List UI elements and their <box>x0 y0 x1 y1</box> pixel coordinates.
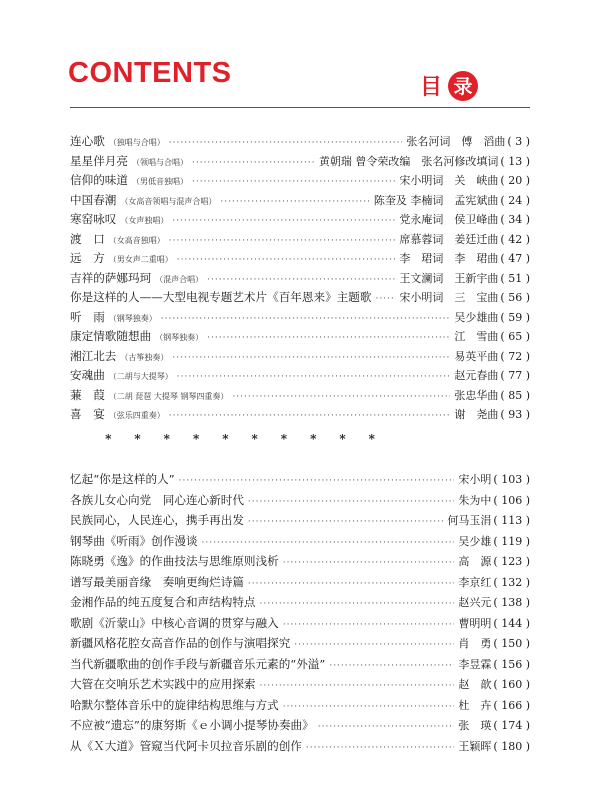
toc-entry[interactable] <box>70 387 530 407</box>
entry-page: ( 72 ) <box>500 349 530 363</box>
leader-dots <box>329 661 454 671</box>
divider-star: * <box>105 431 112 446</box>
entry-note: （古筝独奏） <box>120 352 169 362</box>
entry-page: ( 103 ) <box>493 473 530 486</box>
divider-star: * <box>251 431 258 446</box>
entry-page: ( 93 ) <box>500 408 530 421</box>
entry-title: 哈默尔整体音乐中的旋律结构思维与方式 <box>70 697 279 712</box>
entry-title: 大管在交响乐艺术实践中的应用探索 <box>70 677 256 691</box>
toc-entry[interactable] <box>70 656 530 677</box>
entry-page: ( 144 ) <box>493 616 530 630</box>
entry-title: 歌剧《沂蒙山》中核心音调的贯穿与融入 <box>70 615 279 630</box>
leader-dots <box>172 216 395 226</box>
toc-entry[interactable] <box>70 594 530 615</box>
leader-dots <box>232 392 450 402</box>
entry-title: 喜 宴 <box>70 407 105 421</box>
leader-dots <box>283 702 455 712</box>
toc-entry[interactable] <box>70 615 530 636</box>
entry-page: ( 119 ) <box>493 534 530 548</box>
entry-page: ( 113 ) <box>493 514 530 527</box>
entry-author: 李昱霖 <box>458 657 492 671</box>
entry-author: 张 瑛 <box>458 719 492 732</box>
entry-title: 当代新疆歌曲的创作手段与新疆音乐元素的“外溢” <box>70 656 326 671</box>
entry-author: 赵元春曲 <box>454 369 499 382</box>
toc-entry[interactable] <box>70 211 530 231</box>
entry-title: 陈晓勇《逸》的作曲技法与思维原则浅析 <box>70 554 279 568</box>
entry-page: ( 56 ) <box>500 291 530 304</box>
entry-author: 李 珺词 李 珺曲 <box>399 252 499 265</box>
toc-entry[interactable] <box>70 533 530 554</box>
entry-author: 朱为中 <box>458 493 492 507</box>
toc-entry[interactable] <box>70 406 530 426</box>
entry-note: （二胡与大提琴） <box>108 372 173 381</box>
leader-dots <box>169 236 396 246</box>
toc-section-works <box>70 133 530 452</box>
entry-author: 江 雪曲 <box>454 330 499 343</box>
toc-entry[interactable] <box>70 574 530 595</box>
entry-title: 你是这样的人——大型电视专题艺术片《百年恩来》主题歌 <box>70 290 372 304</box>
toc-entry[interactable] <box>70 717 530 738</box>
entry-author: 李京红 <box>458 575 492 589</box>
entry-title: 蒹 葭 <box>70 387 105 402</box>
entry-page: ( 166 ) <box>493 698 530 712</box>
divider-star: * <box>310 431 317 446</box>
leader-dots <box>283 620 455 630</box>
entry-author: 张名河词 傅 滔曲 <box>406 135 506 148</box>
entry-page: ( 77 ) <box>500 369 530 382</box>
toc-entry[interactable] <box>70 172 530 192</box>
entry-author: 张忠华曲 <box>454 388 499 402</box>
entry-page: ( 85 ) <box>500 388 530 402</box>
toc-entry[interactable] <box>70 697 530 718</box>
leader-dots <box>248 517 444 527</box>
entry-page: ( 65 ) <box>500 330 530 343</box>
entry-page: ( 150 ) <box>493 637 530 650</box>
toc-entry[interactable] <box>70 471 530 492</box>
divider-star: * <box>222 431 229 446</box>
entry-page: ( 3 ) <box>507 135 530 148</box>
leader-dots <box>177 255 396 265</box>
entry-author: 王文澜词 王新宇曲 <box>399 271 499 285</box>
leader-dots <box>207 275 395 285</box>
entry-title: 信仰的味道 <box>70 173 128 187</box>
entry-author: 黄朝瑞 曾令荣改编 张名河修改填词 <box>318 154 499 168</box>
entry-page: ( 160 ) <box>493 678 530 691</box>
header-divider <box>70 107 530 108</box>
entry-note: （男低音独唱） <box>131 177 188 186</box>
entry-page: ( 34 ) <box>500 213 530 226</box>
entry-note: （领唱与合唱） <box>131 157 188 167</box>
toc-entry[interactable] <box>70 270 530 290</box>
entry-author: 谢 尧曲 <box>454 408 499 421</box>
entry-note: （女声独唱） <box>120 216 169 225</box>
toc-entry[interactable] <box>70 153 530 173</box>
mulu-circle-char: 录 <box>448 71 478 101</box>
divider-star: * <box>368 431 375 446</box>
entry-title: 寒窑咏叹 <box>70 212 117 226</box>
entry-title: 远 方 <box>70 251 105 265</box>
leader-dots <box>202 538 455 548</box>
entry-title: 金湘作品的纯五度复合和声结构特点 <box>70 595 256 609</box>
leader-dots <box>260 681 455 691</box>
entry-title: 渡 口 <box>70 231 105 246</box>
contents-heading: CONTENTS <box>68 57 232 89</box>
leader-dots <box>177 372 451 382</box>
toc-entry[interactable] <box>70 231 530 251</box>
mulu-heading <box>420 70 478 101</box>
entry-author: 席慕蓉词 姜廷迁曲 <box>399 232 499 246</box>
toc-entry[interactable] <box>70 676 530 697</box>
toc-entry[interactable] <box>70 635 530 656</box>
divider-star: * <box>134 431 141 446</box>
leader-dots <box>192 177 395 187</box>
leader-dots <box>220 197 370 207</box>
entry-page: ( 13 ) <box>500 154 530 168</box>
entry-title: 中国春潮 <box>70 192 117 207</box>
toc-section-articles <box>70 471 530 758</box>
entry-page: ( 180 ) <box>493 739 530 753</box>
entry-page: ( 24 ) <box>500 193 530 207</box>
entry-page: ( 51 ) <box>500 271 530 285</box>
star-divider <box>0 426 530 452</box>
entry-author: 宋小明词 三 宝曲 <box>399 291 499 304</box>
toc-entry[interactable] <box>70 553 530 574</box>
leader-dots <box>169 138 403 148</box>
leader-dots <box>248 497 455 507</box>
entry-title: 连心歌 <box>70 134 105 148</box>
entry-page: ( 42 ) <box>500 232 530 246</box>
entry-title: 星星伴月亮 <box>70 153 128 168</box>
leader-dots <box>248 579 455 589</box>
entry-page: ( 132 ) <box>493 575 530 589</box>
divider-star: * <box>339 431 346 446</box>
entry-note: （混声合唱） <box>155 274 204 284</box>
entry-note: （钢琴独奏） <box>155 333 204 342</box>
entry-note: （独唱与合唱） <box>108 138 165 147</box>
toc-entry[interactable] <box>70 133 530 153</box>
entry-author: 肖 勇 <box>458 637 492 650</box>
entry-author: 党永庵词 侯卫峰曲 <box>399 213 499 226</box>
entry-author: 吴少雄曲 <box>454 310 499 324</box>
entry-page: ( 174 ) <box>493 719 530 732</box>
entry-title: 新疆风格花腔女高音作品的创作与演唱探究 <box>70 636 291 650</box>
leader-dots <box>192 158 315 168</box>
divider-star: * <box>192 431 200 446</box>
entry-title: 湘江北去 <box>70 348 117 363</box>
divider-star: * <box>163 431 170 446</box>
toc-entry[interactable] <box>70 492 530 513</box>
entry-author: 高 源 <box>458 555 492 568</box>
leader-dots <box>207 333 450 343</box>
toc-entry[interactable] <box>70 738 530 759</box>
leader-dots <box>172 353 450 363</box>
entry-author: 赵 歆 <box>458 678 492 691</box>
entry-note: （男女声二重唱） <box>108 255 173 264</box>
toc-entry[interactable] <box>70 348 530 368</box>
toc-entry[interactable] <box>70 250 530 270</box>
entry-title: 民族同心，人民连心，携手再出发 <box>70 513 244 527</box>
entry-page: ( 59 ) <box>500 310 530 324</box>
entry-title: 吉祥的萨娜玛珂 <box>70 270 152 285</box>
entry-page: ( 106 ) <box>493 493 530 507</box>
entry-author: 宋小明词 关 峡曲 <box>399 174 499 187</box>
entry-note: （女高音独唱） <box>108 235 165 245</box>
entry-title: 不应被“遗忘”的康努斯《ｅ小调小提琴协奏曲》 <box>70 718 314 732</box>
entry-author: 杜 卉 <box>458 698 492 712</box>
entry-title: 各族儿女心向党 同心连心新时代 <box>70 492 244 507</box>
entry-title: 从《Ｘ大道》管窥当代阿卡贝拉音乐剧的创作 <box>70 738 302 753</box>
leader-dots <box>161 314 451 324</box>
toc-entry[interactable] <box>70 309 530 329</box>
entry-page: ( 47 ) <box>500 252 530 265</box>
divider-star: * <box>280 431 288 446</box>
entry-title: 钢琴曲《听雨》创作漫谈 <box>70 533 198 548</box>
entry-note: （女高音领唱与混声合唱） <box>120 196 217 206</box>
toc-entry[interactable] <box>70 512 530 533</box>
entry-title: 康定情歌随想曲 <box>70 329 152 343</box>
entry-author: 宋小明 <box>458 473 492 486</box>
entry-title: 忆起“你是这样的人” <box>70 472 175 486</box>
mulu-first-char: 目 <box>420 75 443 100</box>
leader-dots <box>375 294 395 304</box>
toc-entry[interactable] <box>70 289 530 309</box>
entry-page: ( 20 ) <box>500 174 530 187</box>
entry-author: 何马玉涓 <box>447 514 492 527</box>
entry-author: 陈奎及 李楠词 孟宪斌曲 <box>373 193 499 207</box>
entry-title: 谱写最美丽音缘 奏响更绚烂诗篇 <box>70 574 244 589</box>
leader-dots <box>294 640 454 650</box>
entry-title: 听 雨 <box>70 309 105 324</box>
entry-author: 易英平曲 <box>454 349 499 363</box>
entry-author: 王颖晖 <box>458 739 492 753</box>
entry-note: （二胡 琵琶 大提琴 钢琴四重奏） <box>108 391 229 401</box>
toc-entry[interactable] <box>70 328 530 348</box>
entry-author: 赵兴元 <box>458 596 492 609</box>
leader-dots <box>169 411 451 421</box>
toc-entry[interactable] <box>70 367 530 387</box>
leader-dots <box>179 476 455 486</box>
toc-entry[interactable] <box>70 192 530 212</box>
leader-dots <box>318 722 455 732</box>
entry-author: 曹明明 <box>458 616 492 630</box>
entry-page: ( 156 ) <box>493 657 530 671</box>
entry-title: 安魂曲 <box>70 368 105 382</box>
entry-note: （钢琴独奏） <box>108 313 157 323</box>
leader-dots <box>283 558 455 568</box>
entry-page: ( 138 ) <box>493 596 530 609</box>
entry-author: 吴少雄 <box>458 534 492 548</box>
leader-dots <box>306 743 455 753</box>
leader-dots <box>260 599 455 609</box>
entry-page: ( 123 ) <box>493 555 530 568</box>
entry-note: （弦乐四重奏） <box>108 411 165 420</box>
